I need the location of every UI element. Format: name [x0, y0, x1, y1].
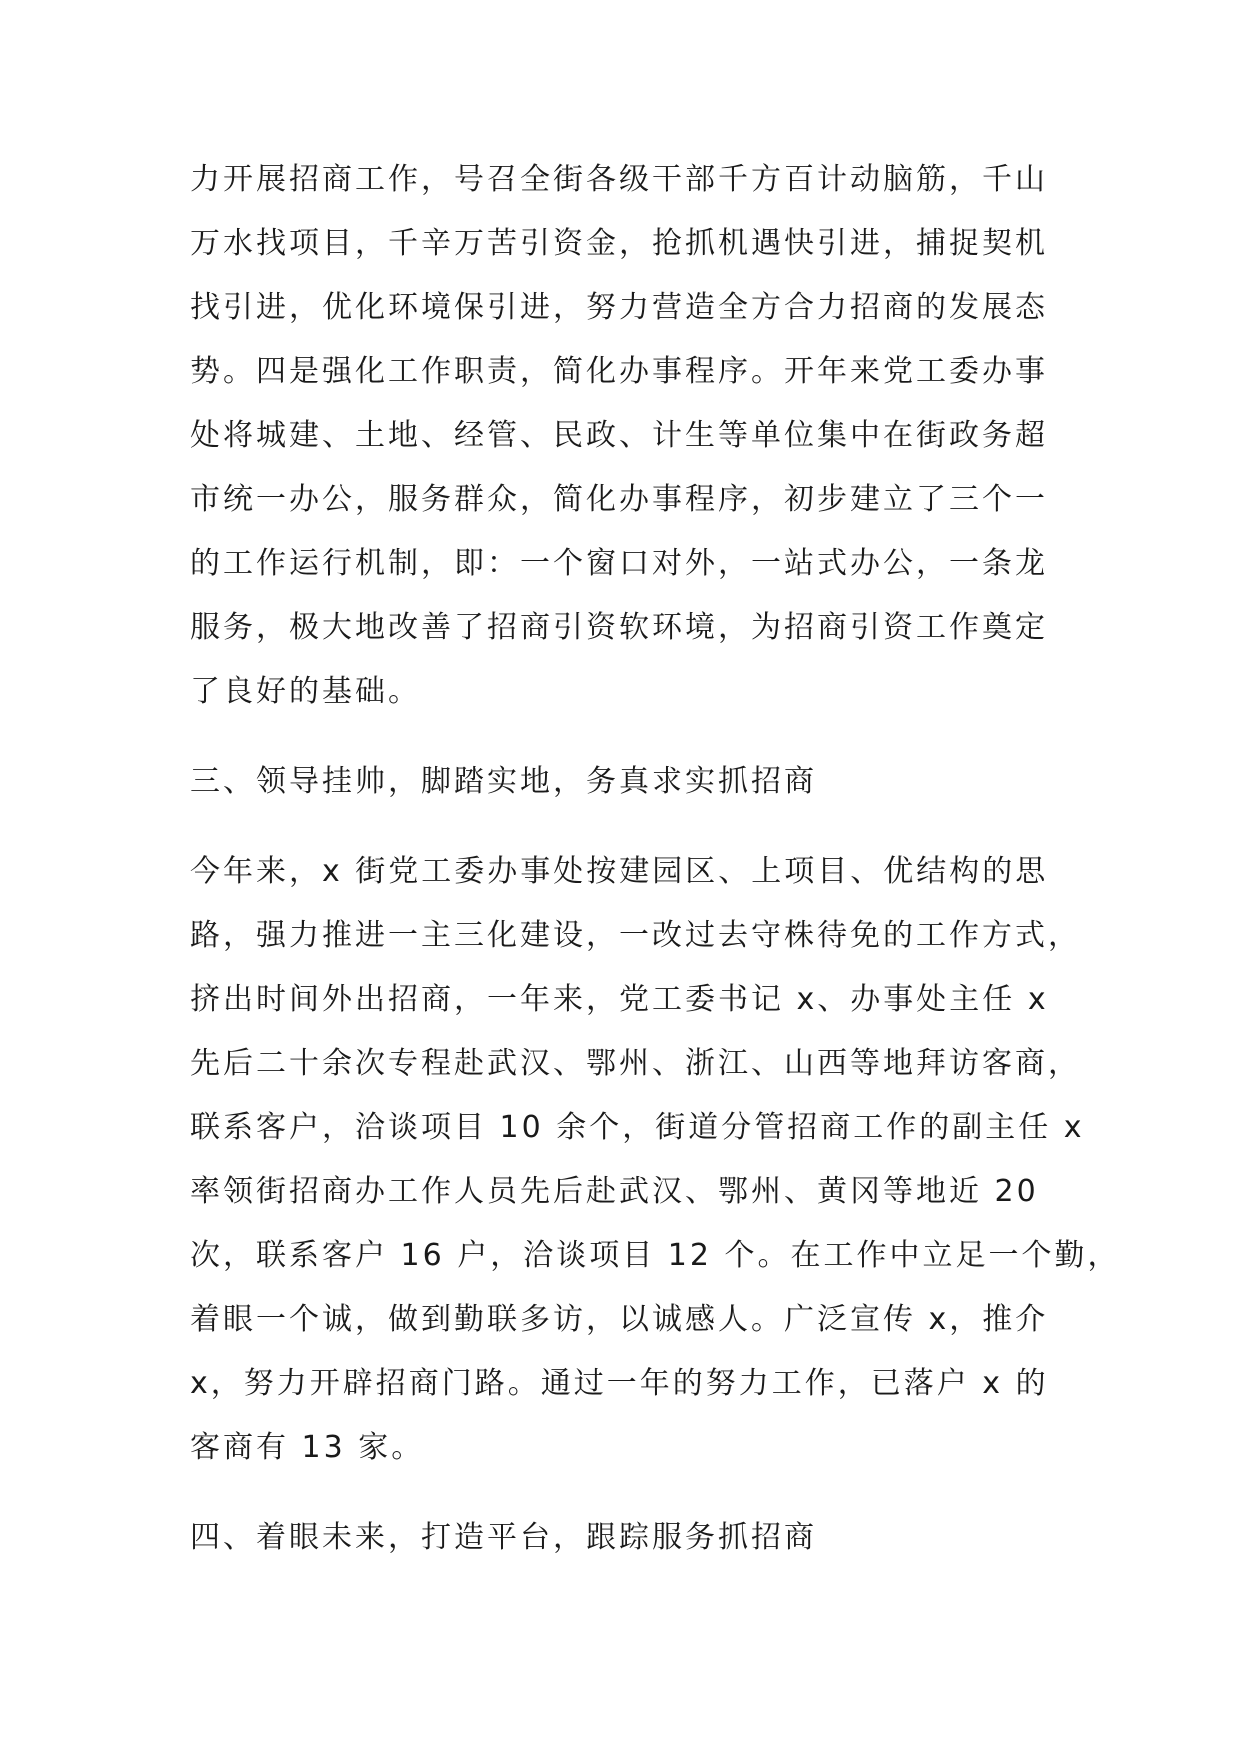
text-line: 着眼一个诚，做到勤联多访，以诚感人。广泛宣传 x，推介 [190, 1302, 1049, 1337]
text-line: 处将城建、土地、经管、民政、计生等单位集中在街政务超 [190, 418, 1048, 453]
section-heading-4: 四、着眼未来，打造平台，跟踪服务抓招商 [190, 1520, 817, 1555]
text-line: 挤出时间外出招商，一年来，党工委书记 x、办事处主任 x [190, 982, 1049, 1017]
section-heading-3: 三、领导挂帅，脚踏实地，务真求实抓招商 [190, 764, 817, 799]
text-line: 了良好的基础。 [190, 674, 421, 709]
text-line: 联系客户，洽谈项目 10 余个，街道分管招商工作的副主任 x [190, 1110, 1085, 1145]
text-line: 今年来，x 街党工委办事处按建园区、上项目、优结构的思 [190, 854, 1049, 889]
text-line: 次，联系客户 16 户，洽谈项目 12 个。在工作中立足一个勤， [190, 1238, 1121, 1273]
text-line: 客商有 13 家。 [190, 1430, 425, 1465]
text-line: 力开展招商工作，号召全街各级干部千方百计动脑筋，千山 [190, 162, 1048, 197]
text-line: 率领街招商办工作人员先后赴武汉、鄂州、黄冈等地近 20 [190, 1174, 1039, 1209]
text-line: 服务，极大地改善了招商引资软环境，为招商引资工作奠定 [190, 610, 1048, 645]
text-line: 市统一办公，服务群众，简化办事程序，初步建立了三个一 [190, 482, 1048, 517]
document-body [190, 148, 1121, 1596]
text-line: 先后二十余次专程赴武汉、鄂州、浙江、山西等地拜访客商， [190, 1046, 1081, 1081]
paragraph-2 [190, 840, 1121, 1480]
paragraph-1 [190, 148, 1070, 724]
text-line: 路，强力推进一主三化建设，一改过去守株待免的工作方式， [190, 918, 1081, 953]
text-line: 找引进，优化环境保引进，努力营造全方合力招商的发展态 [190, 290, 1048, 325]
text-line: 的工作运行机制，即：一个窗口对外，一站式办公，一条龙 [190, 546, 1048, 581]
text-line: 万水找项目，千辛万苦引资金，抢抓机遇快引进，捕捉契机 [190, 226, 1048, 261]
text-line: x，努力开辟招商门路。通过一年的努力工作，已落户 x 的 [190, 1366, 1049, 1401]
text-line: 势。四是强化工作职责，简化办事程序。开年来党工委办事 [190, 354, 1048, 389]
